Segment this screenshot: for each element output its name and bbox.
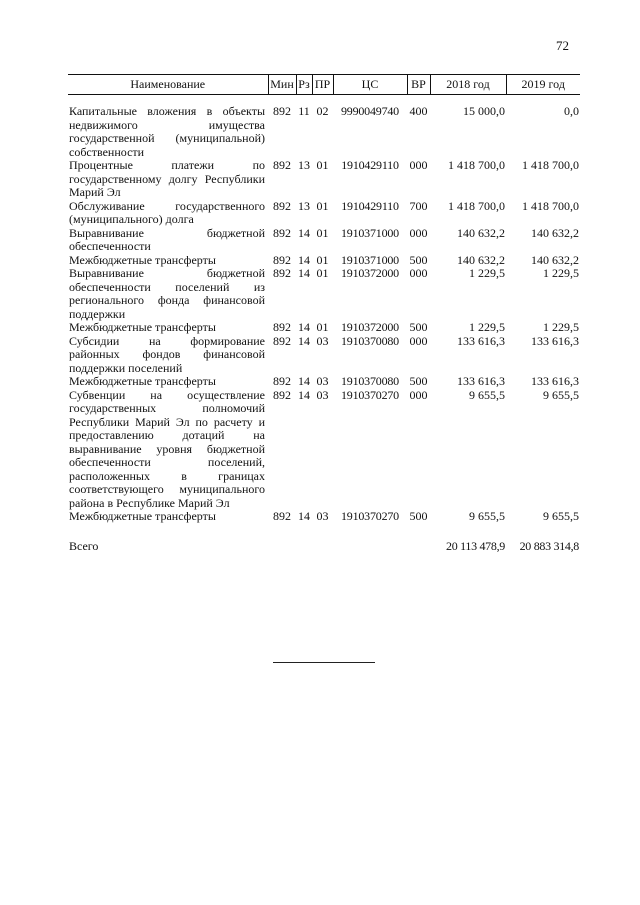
row-name: Обслуживание государственного (муниципального) долга [69, 198, 265, 226]
header-2019: 2019 год [506, 75, 580, 95]
row-name: Субвенции на осуществление государственных полномочий Республики Марий Эл по расчету и предоставлению дотаций на выравнивание уровня бюджетной обеспеченности поселений, расположенных в границах соответствующего муниципального района в Республике Марий Эл [69, 387, 265, 510]
row-rz: 11 [298, 104, 310, 118]
closing-divider [273, 662, 375, 663]
page-number: 72 [556, 38, 569, 53]
row-pr: 01 [316, 158, 329, 172]
row-2018: 1 229,5 [469, 320, 505, 334]
row-min: 892 [273, 509, 291, 523]
row-pr: 03 [316, 509, 329, 523]
row-vr: 500 [409, 252, 428, 267]
row-cs: 1910429110 [341, 158, 399, 172]
row-vr: 500 [409, 320, 428, 334]
row-2018: 9 655,5 [469, 509, 505, 523]
row-name: Межбюджетные трансферты [69, 374, 216, 388]
row-name: Межбюджетные трансферты [69, 509, 216, 523]
row-min: 892 [273, 374, 291, 388]
total-label: Всего [69, 538, 99, 553]
table-row [68, 267, 580, 321]
table-row [68, 375, 580, 389]
row-min: 892 [273, 387, 291, 402]
row-cs: 1910370270 [340, 509, 399, 523]
row-rz: 14 [298, 387, 310, 402]
row-rz: 14 [298, 374, 310, 388]
row-pr: 02 [316, 104, 329, 118]
row-vr: 500 [409, 509, 428, 523]
header-2018: 2018 год [430, 75, 506, 95]
table-row [68, 200, 580, 227]
row-2019: 133 616,3 [531, 374, 579, 388]
row-pr: 01 [316, 320, 329, 334]
row-min: 892 [273, 320, 291, 334]
row-name: Субсидии на формирование районных фондов финансовой поддержки поселений [69, 333, 265, 375]
header-rz: Рз [296, 75, 312, 95]
row-2018: 1 229,5 [469, 266, 505, 280]
row-2018: 140 632,2 [457, 252, 505, 267]
row-2018: 1 418 700,0 [448, 158, 505, 172]
row-2019: 9 655,5 [543, 509, 579, 523]
row-2018: 133 616,3 [457, 374, 505, 388]
row-pr: 01 [316, 225, 329, 240]
row-min: 892 [273, 266, 291, 280]
header-vr: ВР [407, 75, 430, 95]
header-row [68, 75, 580, 95]
table-row [68, 321, 580, 335]
total-2019: 20 883 314,8 [519, 538, 579, 553]
row-min: 892 [273, 104, 291, 118]
row-vr: 000 [409, 387, 428, 402]
row-vr: 000 [409, 333, 428, 348]
row-vr: 500 [409, 374, 428, 388]
row-2018: 133 616,3 [457, 333, 505, 348]
row-cs: 1910370080 [340, 333, 399, 348]
table-row [68, 95, 580, 160]
row-name: Межбюджетные трансферты [69, 320, 216, 334]
row-pr: 03 [316, 387, 329, 402]
row-cs: 1910372000 [340, 266, 399, 280]
header-cs: ЦС [333, 75, 407, 95]
row-rz: 14 [298, 333, 310, 348]
row-min: 892 [273, 198, 291, 213]
row-name: Выравнивание бюджетной обеспеченности поселений из регионального фонда финансовой поддержки [69, 266, 265, 321]
header-name: Наименование [68, 75, 268, 95]
row-2019: 133 616,3 [531, 333, 579, 348]
row-2019: 9 655,5 [543, 387, 579, 402]
row-2018: 15 000,0 [463, 104, 505, 118]
row-2019: 140 632,2 [531, 252, 579, 267]
row-rz: 13 [298, 158, 310, 172]
row-2019: 1 418 700,0 [522, 158, 579, 172]
table-row [68, 389, 580, 511]
row-rz: 14 [298, 509, 310, 523]
row-rz: 14 [298, 266, 310, 280]
row-cs: 9990049740 [340, 104, 399, 118]
row-cs: 1910372000 [340, 320, 399, 334]
row-2018: 9 655,5 [469, 387, 505, 402]
table-row [68, 254, 580, 268]
budget-table [68, 74, 580, 553]
row-min: 892 [273, 225, 291, 240]
row-name: Межбюджетные трансферты [69, 252, 216, 267]
row-min: 892 [273, 158, 291, 172]
row-cs: 1910370080 [340, 374, 399, 388]
table-row [68, 335, 580, 376]
row-2018: 140 632,2 [457, 225, 505, 240]
total-row [68, 524, 580, 554]
row-cs: 1910371000 [340, 252, 399, 267]
row-name: Процентные платежи по государственному долгу Республики Марий Эл [69, 158, 265, 199]
row-2019: 140 632,2 [531, 225, 579, 240]
table-row [68, 159, 580, 200]
row-name: Выравнивание бюджетной обеспеченности [69, 225, 265, 253]
row-pr: 01 [316, 266, 329, 280]
row-vr: 000 [409, 225, 428, 240]
row-rz: 14 [298, 320, 310, 334]
row-2019: 1 418 700,0 [522, 198, 579, 213]
row-cs: 1910371000 [340, 225, 399, 240]
row-rz: 14 [298, 252, 310, 267]
row-cs: 1910429110 [341, 198, 399, 213]
row-vr: 000 [409, 266, 428, 280]
table-header [68, 75, 580, 95]
row-rz: 14 [298, 225, 310, 240]
table-body [68, 95, 580, 554]
row-min: 892 [273, 333, 291, 348]
table-row [68, 227, 580, 254]
row-pr: 01 [316, 252, 329, 267]
header-pr: ПР [312, 75, 333, 95]
row-cs: 1910370270 [340, 387, 399, 402]
row-2019: 1 229,5 [543, 266, 579, 280]
total-2018: 20 113 478,9 [446, 538, 505, 553]
row-pr: 03 [316, 374, 329, 388]
header-min: Мин [268, 75, 296, 95]
row-2019: 1 229,5 [543, 320, 579, 334]
row-name: Капитальные вложения в объекты недвижимого имущества государственной (муниципальной) собственности [69, 104, 265, 159]
row-min: 892 [273, 252, 291, 267]
row-rz: 13 [298, 198, 310, 213]
row-2019: 0,0 [564, 104, 579, 118]
row-vr: 000 [409, 158, 428, 172]
row-vr: 400 [409, 104, 428, 118]
row-pr: 03 [316, 333, 329, 348]
table-row [68, 510, 580, 524]
row-vr: 700 [409, 198, 428, 213]
row-2018: 1 418 700,0 [448, 198, 505, 213]
row-pr: 01 [316, 198, 329, 213]
